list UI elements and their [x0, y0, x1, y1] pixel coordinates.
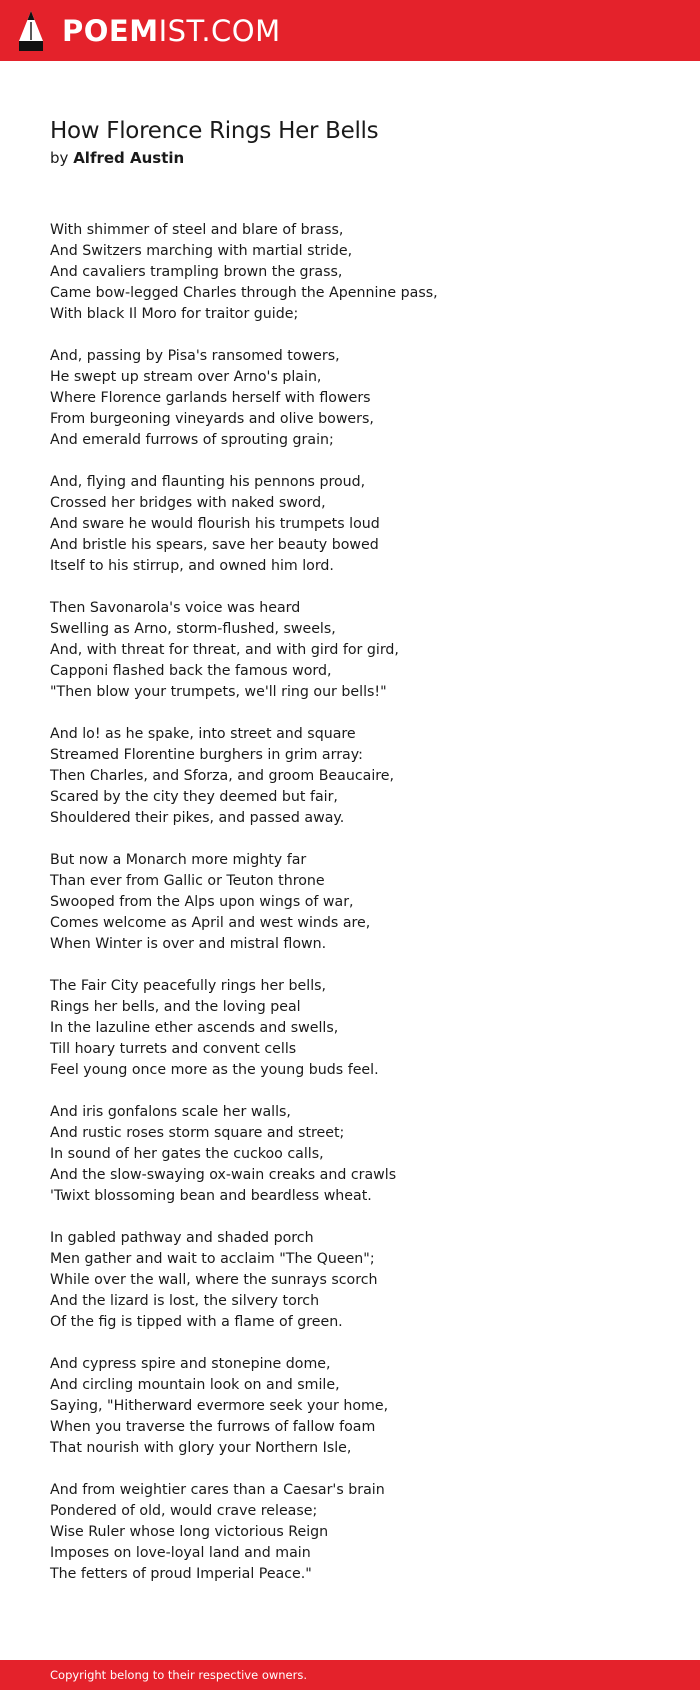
poem-line: Pondered of old, would crave release; — [50, 1503, 318, 1519]
poem-body — [50, 220, 650, 1585]
poem-stanza — [50, 220, 650, 325]
poem-line: In the lazuline ether ascends and swells, — [50, 1020, 339, 1036]
poem-stanza — [50, 1354, 650, 1459]
pencil-tip-icon — [18, 10, 44, 52]
logo-bold-text: POEM — [62, 14, 159, 48]
poem-line: And from weightier cares than a Caesar's brain — [50, 1482, 385, 1498]
poem-line: Streamed Florentine burghers in grim array: — [50, 747, 363, 763]
poem-line: And rustic roses storm square and street; — [50, 1125, 345, 1141]
author-name: Alfred Austin — [73, 149, 185, 167]
poem-line: Then Charles, and Sforza, and groom Beaucaire, — [50, 768, 395, 784]
poem-stanza — [50, 598, 650, 703]
poem-line: Capponi flashed back the famous word, — [50, 663, 332, 679]
poem-line: Swooped from the Alps upon wings of war, — [50, 894, 354, 910]
copyright-text: Copyright belong to their respective owners. — [50, 1668, 308, 1682]
poem-line: Swelling as Arno, storm-flushed, sweels, — [50, 621, 336, 637]
poem-line: With shimmer of steel and blare of brass, — [50, 222, 344, 238]
poem-line: That nourish with glory your Northern Isle, — [50, 1440, 352, 1456]
poem-line: Comes welcome as April and west winds are, — [50, 915, 371, 931]
site-logo-text — [62, 10, 281, 52]
poem-line: Of the fig is tipped with a flame of green. — [50, 1314, 343, 1330]
poem-line: In gabled pathway and shaded porch — [50, 1230, 314, 1246]
poem-line: In sound of her gates the cuckoo calls, — [50, 1146, 324, 1162]
poem-line: And lo! as he spake, into street and square — [50, 726, 356, 742]
poem-stanza — [50, 724, 650, 829]
poem-line: And the slow-swaying ox-wain creaks and crawls — [50, 1167, 397, 1183]
poem-line: Came bow-legged Charles through the Apennine pass, — [50, 285, 438, 301]
poem-line: And circling mountain look on and smile, — [50, 1377, 340, 1393]
poem-line: Where Florence garlands herself with flowers — [50, 390, 371, 406]
site-logo-link[interactable] — [18, 10, 281, 52]
poem-line: And Switzers marching with martial stride, — [50, 243, 353, 259]
poem-line: From burgeoning vineyards and olive bowers, — [50, 411, 374, 427]
poem-line: Shouldered their pikes, and passed away. — [50, 810, 345, 826]
poem-content — [50, 116, 650, 1606]
poem-line: And the lizard is lost, the silvery torch — [50, 1293, 320, 1309]
poem-stanza — [50, 976, 650, 1081]
poem-line: And, passing by Pisa's ransomed towers, — [50, 348, 340, 364]
poem-line: The fetters of proud Imperial Peace." — [50, 1566, 312, 1582]
poem-line: Men gather and wait to acclaim "The Queen"; — [50, 1251, 375, 1267]
poem-line: "Then blow your trumpets, we'll ring our bells!" — [50, 684, 387, 700]
poem-line: And, with threat for threat, and with gird for gird, — [50, 642, 399, 658]
poem-stanza — [50, 1480, 650, 1585]
poem-line: Saying, "Hitherward evermore seek your home, — [50, 1398, 389, 1414]
poem-line: Wise Ruler whose long victorious Reign — [50, 1524, 329, 1540]
poem-stanza — [50, 472, 650, 577]
poem-line: When Winter is over and mistral flown. — [50, 936, 327, 952]
poem-line: And sware he would flourish his trumpets loud — [50, 516, 380, 532]
poem-line: Feel young once more as the young buds feel. — [50, 1062, 379, 1078]
poem-line: And cavaliers trampling brown the grass, — [50, 264, 343, 280]
poem-line: He swept up stream over Arno's plain, — [50, 369, 322, 385]
poem-line: Crossed her bridges with naked sword, — [50, 495, 326, 511]
poem-stanza — [50, 850, 650, 955]
poem-line: And emerald furrows of sprouting grain; — [50, 432, 334, 448]
logo-light-text: IST.COM — [158, 14, 281, 48]
poem-line: While over the wall, where the sunrays scorch — [50, 1272, 378, 1288]
poem-stanza — [50, 1102, 650, 1207]
byline — [50, 148, 650, 168]
poem-title: How Florence Rings Her Bells — [50, 118, 379, 144]
poem-line: But now a Monarch more mighty far — [50, 852, 307, 868]
by-label: by — [50, 149, 69, 167]
site-header — [0, 0, 700, 61]
poem-stanza — [50, 346, 650, 451]
poem-line: Imposes on love-loyal land and main — [50, 1545, 311, 1561]
poem-line: And bristle his spears, save her beauty bowed — [50, 537, 379, 553]
site-footer — [0, 1660, 700, 1690]
poem-line: And cypress spire and stonepine dome, — [50, 1356, 331, 1372]
poem-line: The Fair City peacefully rings her bells, — [50, 978, 327, 994]
poem-line: Than ever from Gallic or Teuton throne — [50, 873, 325, 889]
poem-line: Rings her bells, and the loving peal — [50, 999, 301, 1015]
poem-line: Itself to his stirrup, and owned him lord. — [50, 558, 334, 574]
poem-line: And, flying and flaunting his pennons proud, — [50, 474, 366, 490]
poem-line: With black Il Moro for traitor guide; — [50, 306, 299, 322]
poem-line: Till hoary turrets and convent cells — [50, 1041, 297, 1057]
poem-line: Scared by the city they deemed but fair, — [50, 789, 338, 805]
poem-line: 'Twixt blossoming bean and beardless wheat. — [50, 1188, 372, 1204]
poem-stanza — [50, 1228, 650, 1333]
poem-line: Then Savonarola's voice was heard — [50, 600, 301, 616]
poem-line: When you traverse the furrows of fallow foam — [50, 1419, 376, 1435]
poem-line: And iris gonfalons scale her walls, — [50, 1104, 291, 1120]
